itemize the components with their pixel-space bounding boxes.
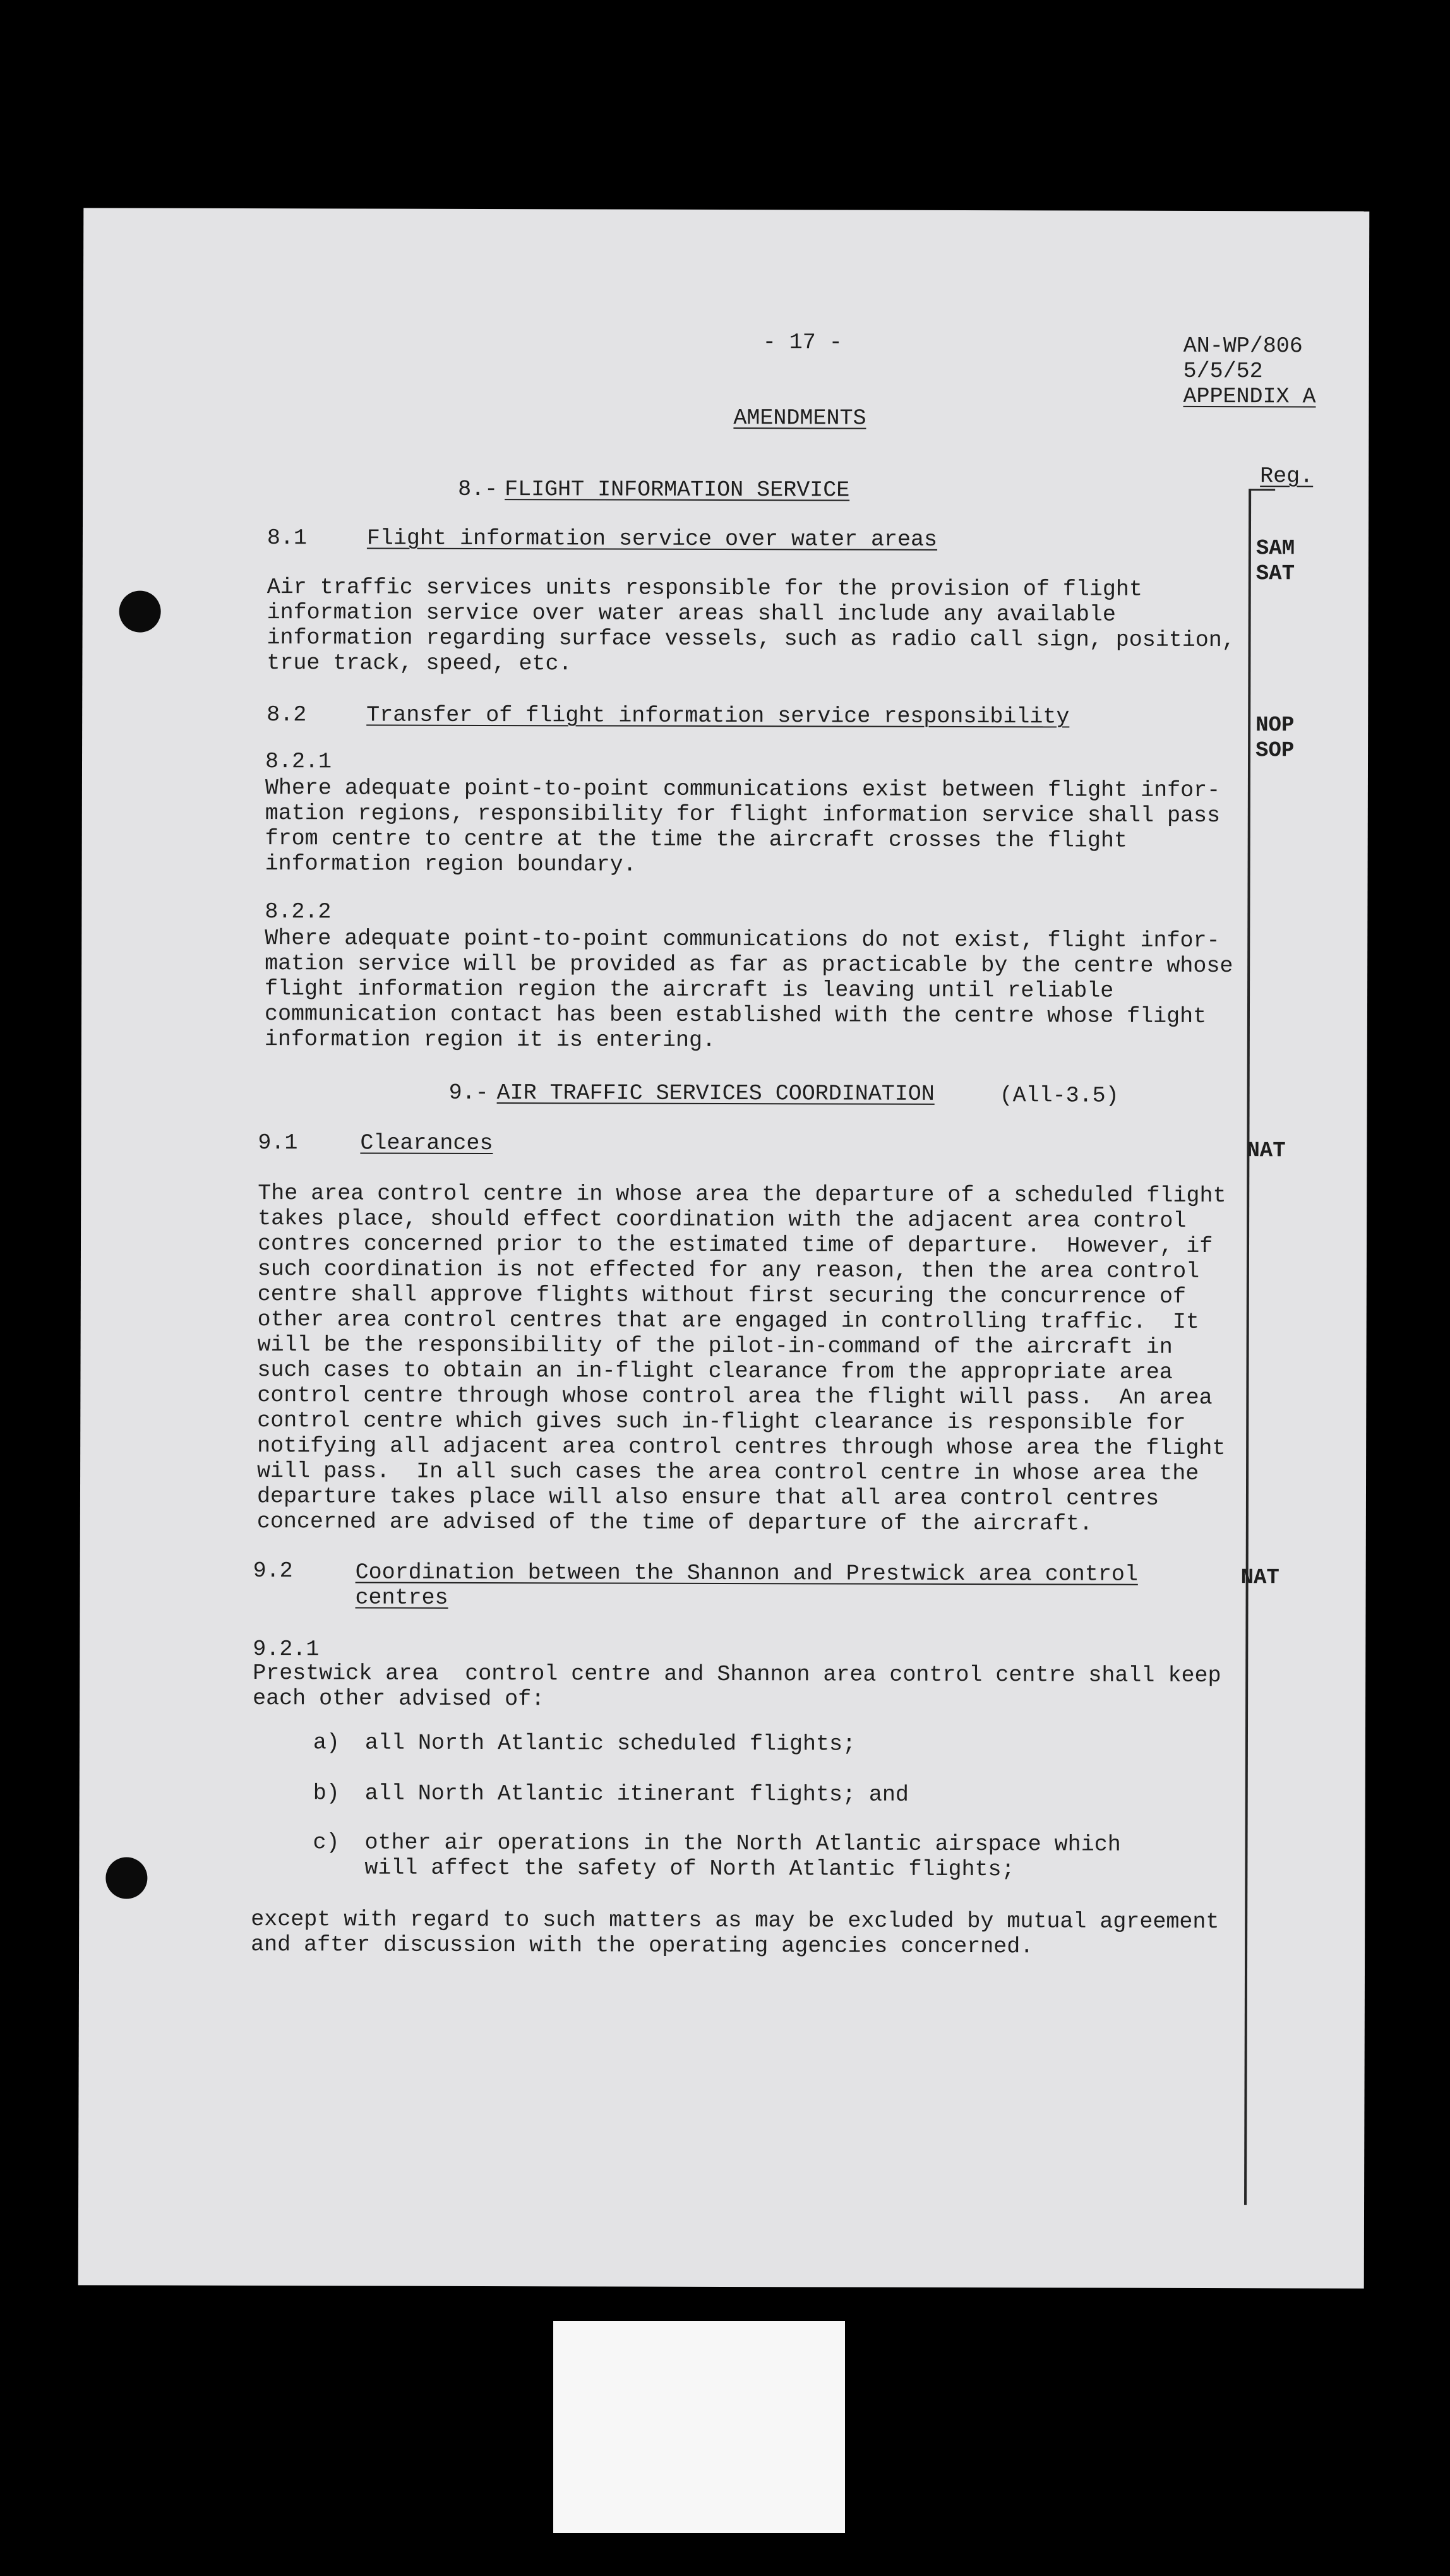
margin-note-sat: SAT xyxy=(1255,562,1295,587)
page-number: - 17 - xyxy=(762,330,842,355)
margin-rule xyxy=(1244,489,1251,2205)
section-9-heading: AIR TRAFFIC SERVICES COORDINATION xyxy=(496,1080,935,1107)
punch-hole-bottom xyxy=(105,1857,147,1899)
list-item-b: all North Atlantic itinerant flights; and xyxy=(364,1780,909,1808)
section-8-number: 8.- xyxy=(458,476,498,503)
section-9-2-number: 9.2 xyxy=(253,1558,293,1584)
section-8-1-text: Air traffic services units responsible for the provision of flight information service over water areas shall include any available information regarding surface vessels, such as radio call sign, position, true track, speed, etc. xyxy=(267,575,1235,677)
margin-note-nat-1: NAT xyxy=(1247,1139,1286,1164)
margin-heading: Reg. xyxy=(1260,463,1314,489)
page-title: AMENDMENTS xyxy=(733,405,866,431)
margin-note-nat-2: NAT xyxy=(1240,1566,1279,1590)
document-page xyxy=(78,208,1370,2288)
section-8-1-title: Flight information service over water areas xyxy=(366,525,938,552)
closing-text: except with regard to such matters as may be excluded by mutual agreement and after discussion with the operating agencies concerned. xyxy=(251,1907,1219,1960)
section-9-2-1-text: Prestwick area control centre and Shannon area control centre shall keep each other advised of: xyxy=(253,1661,1221,1712)
section-8-2-1-text: Where adequate point-to-point communications exist between flight infor- mation regions, responsibility for flight information service shall pass from centre to centre at the time the aircraft crosses the flight information region boundary. xyxy=(265,775,1221,878)
section-9-number: 9.- xyxy=(448,1080,489,1106)
punch-hole-top xyxy=(119,590,161,632)
section-9-1-number: 9.1 xyxy=(258,1130,298,1156)
blank-label-card xyxy=(553,2321,845,2533)
list-marker-c: c) xyxy=(313,1830,340,1856)
section-9-2-1-number: 9.2.1 xyxy=(253,1637,320,1662)
appendix-label: APPENDIX A xyxy=(1183,383,1316,410)
list-item-a: all North Atlantic scheduled flights; xyxy=(364,1730,856,1757)
list-marker-b: b) xyxy=(313,1780,340,1806)
margin-note-sop: SOP xyxy=(1255,739,1295,763)
list-item-c: other air operations in the North Atlantic airspace which will affect the safety of North Atlantic flights; xyxy=(364,1830,1121,1883)
margin-rule-top xyxy=(1250,489,1275,491)
list-marker-a: a) xyxy=(313,1730,340,1756)
section-8-2-2-text: Where adequate point-to-point communications do not exist, flight infor- mation service will be provided as far as practicable by the centre whose flight information region the aircraft is leaving until reliable communication contact has been established with the centre whose flight information region it is entering. xyxy=(264,926,1233,1053)
section-8-2-2-number: 8.2.2 xyxy=(265,899,332,925)
margin-note-nop: NOP xyxy=(1255,713,1295,738)
margin-note-sam: SAM xyxy=(1255,537,1295,561)
doc-reference: AN-WP/806 xyxy=(1183,333,1303,359)
section-9-1-text: The area control centre in whose area the departure of a scheduled flight takes place, should effect coordination with the adjacent area control contres concerned prior to the estimated time of departure. However, if such coordination is not effected for any reason, then the area control centre shall approve flights without first securing the concurrence of other area control centres that are engaged in controlling traffic. It will be the responsibility of the pilot-in-command of the aircraft in such cases to obtain an in-flight clearance from the appropriate area control centre through whose control area the flight will pass. An area control centre which gives such in-flight clearance is responsible for notifying all adjacent area control centres through whose area the flight will pass. In all such cases the area control centre in whose area the departure takes place will also ensure that all area control centres concerned are advised of the time of departure of the aircraft. xyxy=(256,1181,1226,1537)
section-9-2-title-line2: centres xyxy=(355,1585,448,1611)
section-8-2-1-number: 8.2.1 xyxy=(265,749,332,775)
section-8-2-number: 8.2 xyxy=(267,702,307,728)
doc-date: 5/5/52 xyxy=(1183,358,1263,385)
section-8-1-number: 8.1 xyxy=(267,525,308,551)
section-8-heading: FLIGHT INFORMATION SERVICE xyxy=(505,477,850,503)
section-8-2-title: Transfer of flight information service responsibility xyxy=(366,702,1070,730)
section-9-reference: (All-3.5) xyxy=(999,1083,1119,1109)
section-9-1-title: Clearances xyxy=(360,1130,493,1157)
section-9-2-title-line1: Coordination between the Shannon and Prestwick area control xyxy=(355,1559,1138,1587)
